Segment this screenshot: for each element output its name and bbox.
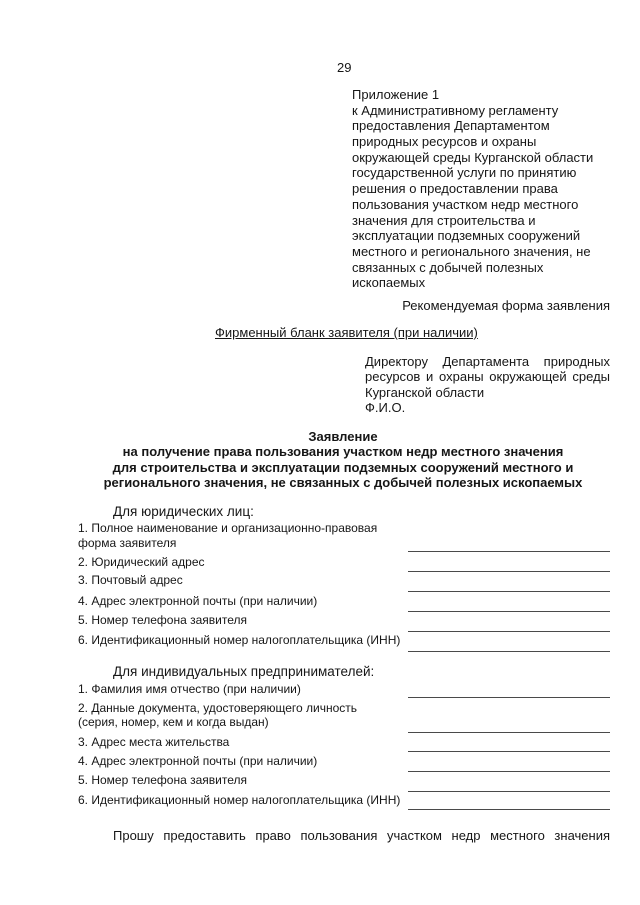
addressee-line: Курганской области bbox=[365, 384, 485, 400]
list-item-line: 1. Полное наименование и организационно-правовая bbox=[78, 521, 378, 535]
appendix-line: предоставления Департаментом bbox=[352, 118, 550, 134]
fill-line bbox=[408, 732, 610, 733]
fill-line bbox=[408, 591, 610, 592]
fill-line bbox=[408, 771, 610, 772]
appendix-reference bbox=[352, 87, 593, 291]
addressee-line: ресурсов и охраны окружающей среды bbox=[365, 369, 610, 385]
page-number: 29 bbox=[337, 60, 352, 75]
list-item: 2. Юридический адрес bbox=[78, 555, 205, 569]
appendix-line: связанных с добычей полезных bbox=[352, 259, 544, 275]
fill-line bbox=[408, 791, 610, 792]
addressee-line: Ф.И.О. bbox=[365, 400, 406, 416]
fill-line bbox=[408, 809, 610, 810]
addressee-block bbox=[365, 354, 610, 416]
appendix-line: местного и регионального значения, не bbox=[352, 243, 591, 259]
title-line: для строительства и эксплуатации подземных сооружений местного и bbox=[112, 459, 574, 475]
request-text: Прошу предоставить право пользования участком недр местного значения bbox=[113, 828, 610, 843]
appendix-line: эксплуатации подземных сооружений bbox=[352, 228, 581, 244]
list-item: 1. Фамилия имя отчество (при наличии) bbox=[78, 682, 301, 696]
list-item: 6. Идентификационный номер налогоплательщика (ИНН) bbox=[78, 793, 401, 807]
document-title bbox=[60, 429, 626, 491]
fill-line bbox=[408, 697, 610, 698]
fill-line bbox=[408, 611, 610, 612]
appendix-line: Приложение 1 bbox=[352, 87, 440, 102]
fill-line bbox=[408, 551, 610, 552]
legal-entities-heading: Для юридических лиц: bbox=[113, 504, 254, 519]
title-heading: Заявление bbox=[308, 429, 378, 444]
list-item-line: (серия, номер, кем и когда выдан) bbox=[78, 715, 269, 729]
letterhead-note: Фирменный бланк заявителя (при наличии) bbox=[215, 325, 478, 340]
fill-line bbox=[408, 651, 610, 652]
title-line: на получение права пользования участком недр местного значения bbox=[122, 444, 564, 460]
fill-line bbox=[408, 631, 610, 632]
entrepreneurs-heading: Для индивидуальных предпринимателей: bbox=[113, 664, 375, 679]
title-line: регионального значения, не связанных с добычей полезных ископаемых bbox=[103, 475, 583, 491]
list-item: 4. Адрес электронной почты (при наличии) bbox=[78, 754, 318, 768]
list-item: 5. Номер телефона заявителя bbox=[78, 773, 247, 787]
list-item: 6. Идентификационный номер налогоплательщика (ИНН) bbox=[78, 633, 401, 647]
appendix-line: природных ресурсов и охраны bbox=[352, 134, 537, 150]
list-item-line: форма заявителя bbox=[78, 536, 177, 550]
appendix-line: окружающей среды Курганской области bbox=[352, 149, 594, 165]
list-item: 4. Адрес электронной почты (при наличии) bbox=[78, 594, 318, 608]
fill-line bbox=[408, 571, 610, 572]
appendix-line: пользования участком недр местного bbox=[352, 196, 579, 212]
appendix-line: государственной услуги по принятию bbox=[352, 165, 577, 181]
recommended-form-note: Рекомендуемая форма заявления bbox=[402, 298, 610, 313]
addressee-line: Директору Департамента природных bbox=[365, 354, 610, 369]
list-item: 5. Номер телефона заявителя bbox=[78, 613, 247, 627]
appendix-line: к Административному регламенту bbox=[352, 102, 559, 118]
appendix-line: ископаемых bbox=[352, 275, 426, 291]
appendix-line: решения о предоставлении права bbox=[352, 181, 558, 197]
fill-line bbox=[408, 751, 610, 752]
list-item: 3. Адрес места жительства bbox=[78, 735, 230, 749]
list-item-line: 2. Данные документа, удостоверяющего личность bbox=[78, 701, 358, 715]
appendix-line: значения для строительства и bbox=[352, 212, 536, 228]
list-item: 3. Почтовый адрес bbox=[78, 573, 183, 587]
